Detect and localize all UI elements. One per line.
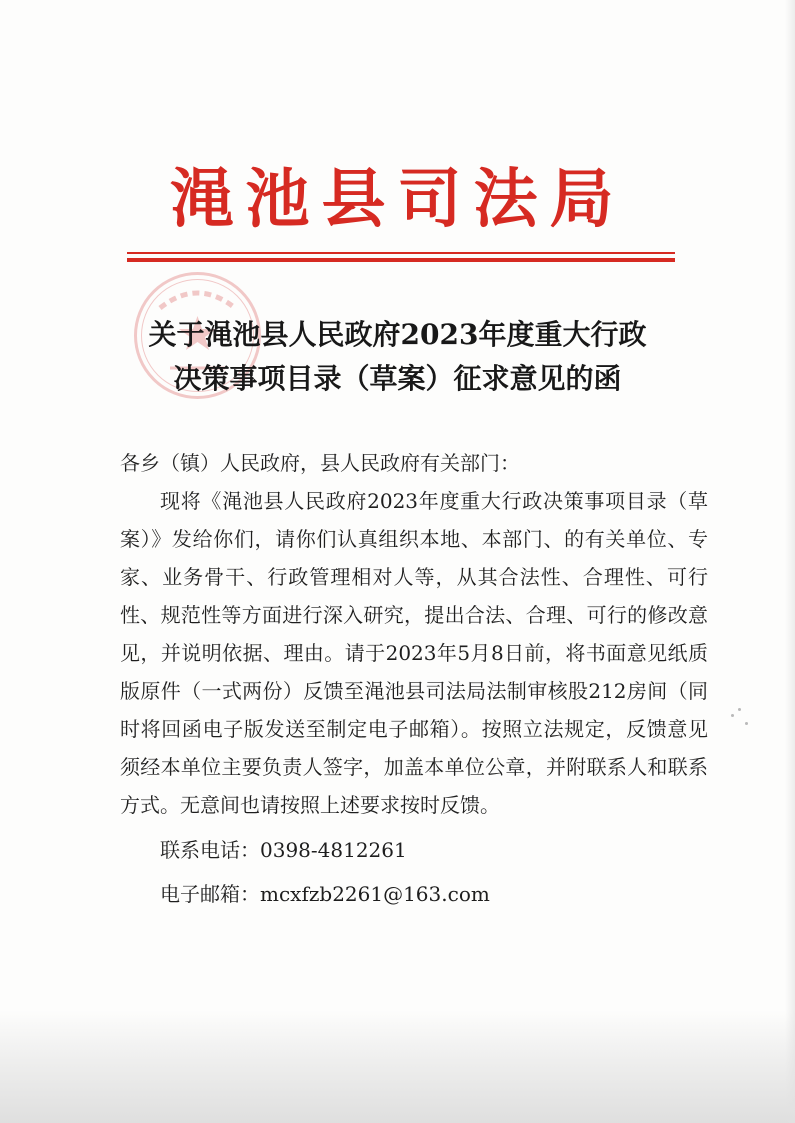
- letterhead-rule-thin: [127, 252, 675, 254]
- scan-speck: [745, 722, 748, 725]
- contact-phone-value: 0398-4812261: [260, 838, 407, 862]
- contact-phone-label: 联系电话：: [160, 838, 260, 862]
- letterhead-rule-thick: [127, 258, 675, 262]
- document-title: [100, 313, 695, 401]
- scan-shadow-right: [785, 0, 795, 1123]
- body-paragraph: 现将《渑池县人民政府2023年度重大行政决策事项目录（草案）》发给你们，请你们认真组织本地、本部门、的有关单位、专家、业务骨干、行政管理相对人等，从其合法性、合理性、可行性、规范性等方面进行深入研究，提出合法、合理、可行的修改意见，并说明依据、理由。请于2023年5月8日前，将书面意见纸质版原件（一式两份）反馈至渑池县司法局法制审核股212房间（同时将回函电子版发送至制定电子邮箱）。按照立法规定，反馈意见须经本单位主要负责人签字，加盖本单位公章，并附联系人和联系方式。无意间也请按照上述要求按时反馈。: [120, 489, 708, 817]
- salutation: 各乡（镇）人民政府，县人民政府有关部门：: [120, 451, 520, 475]
- contact-email-line: [160, 872, 708, 916]
- contact-email-label: 电子邮箱：: [160, 882, 260, 906]
- contact-email-value: mcxfzb2261@163.com: [260, 882, 490, 906]
- contact-phone-line: [160, 828, 708, 872]
- scan-speck: [738, 708, 741, 711]
- scan-shadow-bottom: [0, 1010, 795, 1123]
- document-body: [120, 444, 708, 916]
- letterhead-org-name: 渑池县司法局: [169, 162, 626, 237]
- document-title-line-1: 关于渑池县人民政府2023年度重大行政: [148, 318, 647, 351]
- document-title-line-2: 决策事项目录（草案）征求意见的函: [173, 362, 622, 395]
- scan-speck: [731, 714, 734, 717]
